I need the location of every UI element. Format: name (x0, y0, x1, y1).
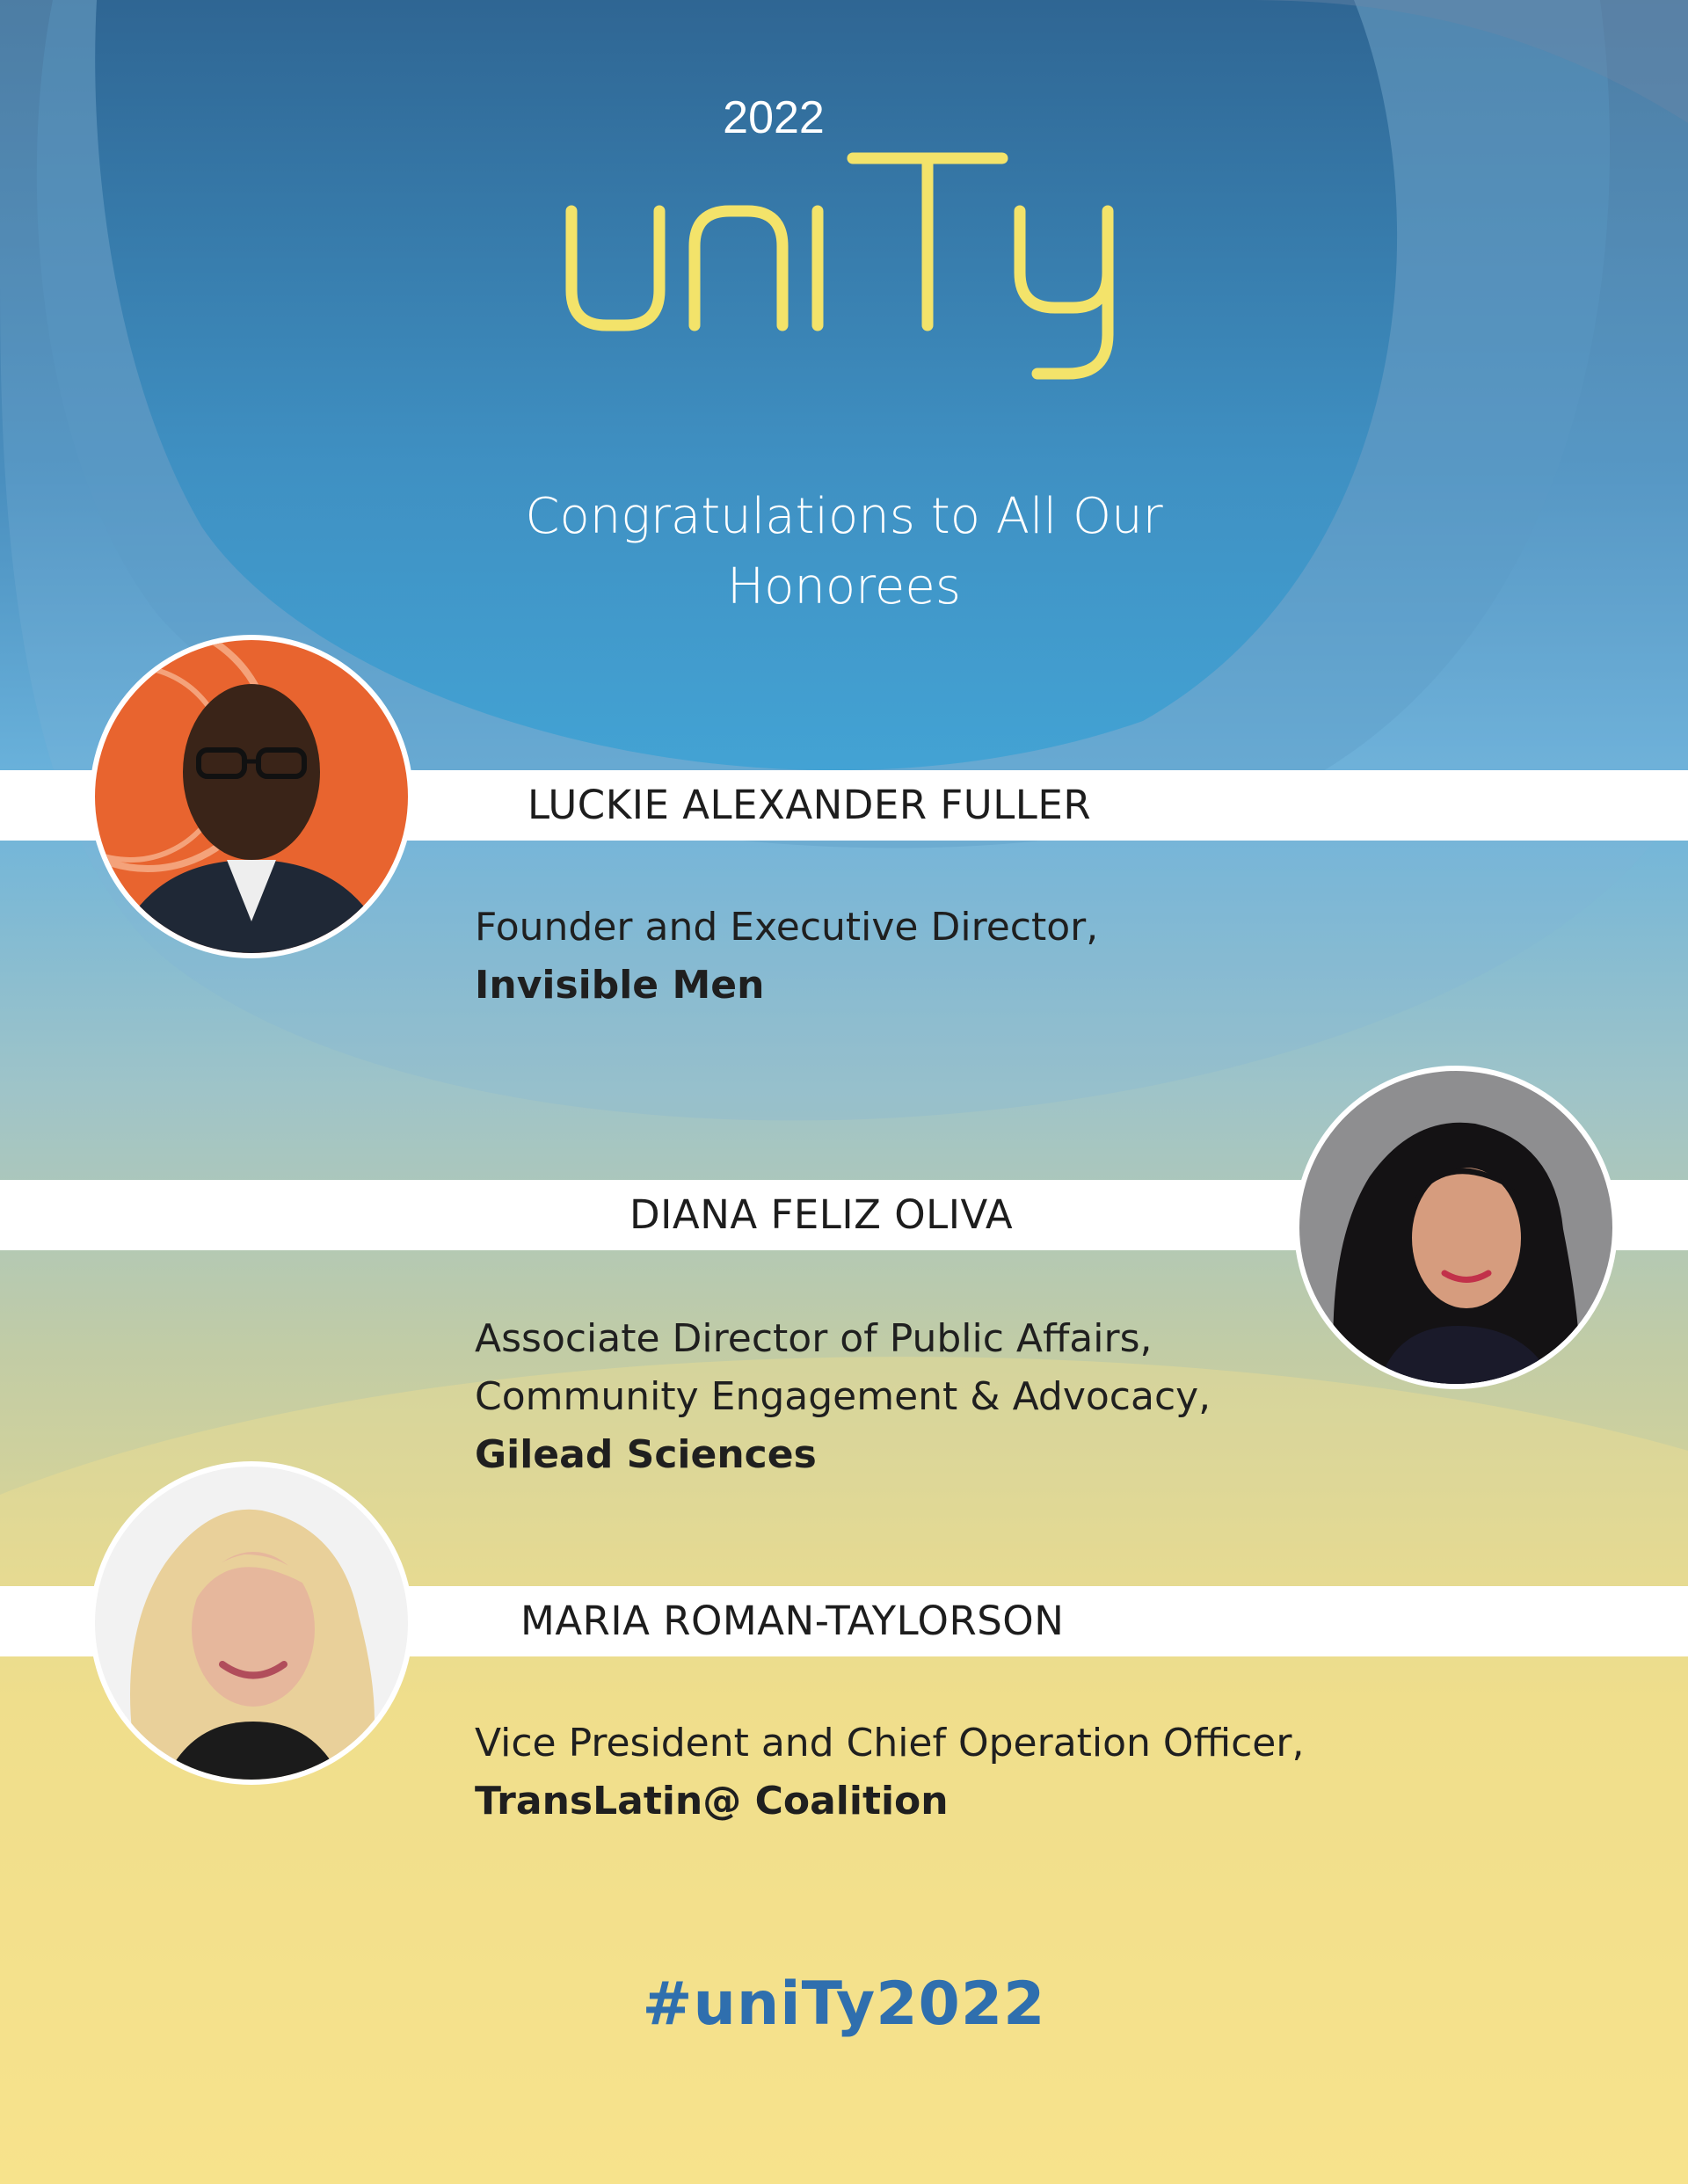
honoree-name: MARIA ROMAN-TAYLORSON (520, 1598, 1065, 1644)
honoree-name: LUCKIE ALEXANDER FULLER (528, 782, 1092, 828)
honoree-organization: Gilead Sciences (475, 1432, 817, 1477)
congrats-line-1: Congratulations to All Our (525, 488, 1163, 545)
year-label: 2022 (723, 92, 825, 143)
honoree-title-line: Founder and Executive Director, (475, 905, 1099, 950)
honoree-title-line: Vice President and Chief Operation Officer, (475, 1721, 1305, 1765)
hashtag: #uniTy2022 (642, 1969, 1046, 2039)
honoree-description (475, 1310, 1211, 1484)
honoree-name: DIANA FELIZ OLIVA (629, 1191, 1014, 1238)
portrait-image (95, 640, 408, 953)
honoree-photo (90, 635, 413, 958)
congratulations-heading (404, 482, 1284, 622)
congrats-line-2: Honorees (727, 558, 961, 615)
honoree-organization: TransLatin@ Coalition (475, 1779, 949, 1824)
honoree-organization: Invisible Men (475, 963, 765, 1008)
honoree-photo (90, 1461, 413, 1785)
unity-logo (545, 149, 1143, 387)
honoree-photo (1294, 1066, 1618, 1389)
honoree-title-line: Community Engagement & Advocacy, (475, 1374, 1211, 1419)
honoree-title-line: Associate Director of Public Affairs, (475, 1316, 1153, 1361)
portrait-image (1299, 1071, 1612, 1384)
portrait-image (95, 1467, 408, 1780)
honoree-description (475, 1714, 1304, 1831)
honoree-description (475, 899, 1098, 1015)
